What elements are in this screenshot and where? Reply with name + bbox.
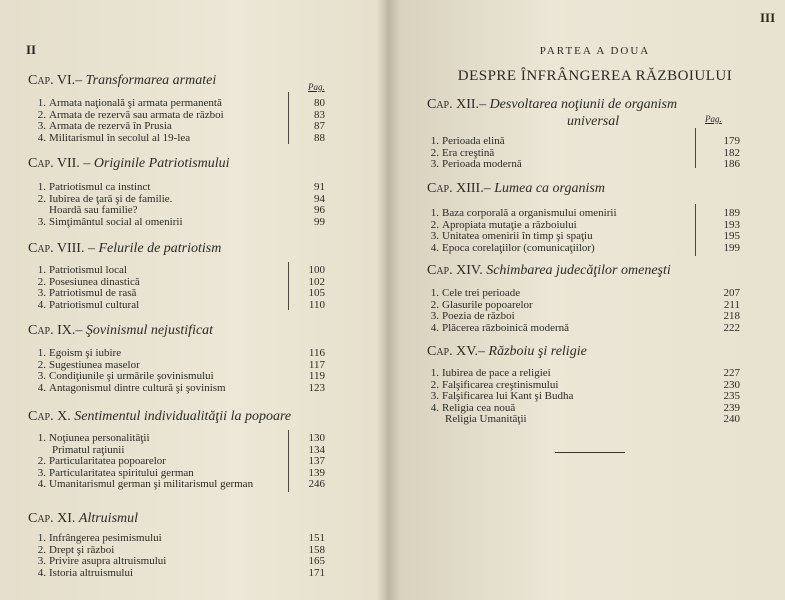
chapter-items: [0, 433, 385, 491]
toc-entry[interactable]: 4. Religia cea nouă 239: [430, 401, 740, 414]
chapter-heading: Cap. XI. Altruismul: [28, 511, 139, 526]
chapter: [28, 510, 413, 528]
chapter: [427, 343, 785, 361]
chapter: [28, 155, 413, 173]
toc-entry[interactable]: 3. Poezia de război 218: [430, 310, 740, 322]
chapter-items: [0, 533, 385, 579]
chapter: [28, 408, 413, 426]
toc-entry[interactable]: 3. Unitatea omenirii în timp şi spaţiu 195: [430, 230, 740, 242]
chapter-heading: Cap. X. Sentimentul individualităţii la popoare: [28, 409, 292, 424]
chapter: [28, 322, 413, 340]
toc-entry[interactable]: 3. Simţimântul social al omenirii 99: [37, 215, 325, 228]
toc-entry[interactable]: 1. Noţiunea personalităţii 130: [37, 432, 325, 444]
toc-entry[interactable]: 3. Privire asupra altruismului 165: [37, 555, 325, 567]
page-column-rule: [695, 128, 734, 168]
left-page: [0, 0, 385, 600]
toc-entry[interactable]: 2. Glasurile popoarelor 211: [430, 298, 740, 311]
toc-entry[interactable]: 3. Falşificarea lui Kant şi Budha 235: [430, 390, 740, 402]
pag-label: Pag.: [705, 114, 722, 124]
chapter: [28, 240, 413, 258]
toc-entry[interactable]: 4. Plăcerea războinică modernă 222: [430, 321, 740, 334]
toc-entry[interactable]: 4. Istoria altruismului 171: [37, 566, 325, 579]
chapter-items: [0, 98, 385, 144]
chapter: [28, 72, 413, 90]
toc-entry[interactable]: 1. Patriotismul ca instinct 91: [37, 181, 325, 193]
page-column-rule: [288, 92, 327, 144]
toc-entry[interactable]: 3. Patriotismul de rasă 105: [37, 287, 325, 299]
chapter-heading: Cap. XIII.– Lumea ca organism: [427, 181, 605, 196]
toc-entry[interactable]: Hoardă sau familie? 96: [49, 204, 325, 216]
toc-entry[interactable]: 2. Apropiata mutaţie a războiului 193: [430, 218, 740, 231]
toc-entry[interactable]: 3. Perioada modernă 186: [430, 158, 740, 170]
page-column-rule: [695, 204, 734, 256]
toc-entry[interactable]: 1. Patriotismul local 100: [37, 264, 325, 276]
toc-entry[interactable]: 4. Antagonismul dintre cultură şi şovinism 123: [37, 381, 325, 394]
toc-entry[interactable]: 1. Egoism şi iubire 116: [37, 347, 325, 359]
page-column-rule: [288, 430, 327, 492]
chapter: [427, 180, 785, 198]
page-column-rule: [288, 262, 327, 310]
chapter: [427, 262, 785, 280]
toc-entry[interactable]: 4. Epoca corelaţiilor (comunicaţiilor) 199: [430, 241, 740, 254]
toc-entry[interactable]: 2. Sugestiunea maselor 117: [37, 358, 325, 371]
toc-entry[interactable]: 2. Particularitatea popoarelor 137: [37, 455, 325, 467]
chapter-items: [0, 265, 385, 311]
chapter-heading: Cap. VIII. – Felurile de patriotism: [28, 241, 222, 256]
toc-entry[interactable]: 2. Era creştină 182: [430, 146, 740, 159]
toc-entry[interactable]: Primatul raţiunii 134: [52, 443, 325, 456]
chapter-heading: Cap. XIV. Schimbarea judecăţilor omeneşti: [427, 263, 671, 278]
part-title: DESPRE ÎNFRÂNGEREA RĂZBOIULUI: [457, 68, 733, 84]
page-number: II: [26, 42, 37, 57]
toc-entry[interactable]: 2. Armata de rezervă sau armata de război 83: [37, 108, 325, 121]
toc-entry[interactable]: 1. Infrângerea pesimismului 151: [37, 532, 325, 544]
toc-entry[interactable]: 3. Armata de rezervă în Prusia 87: [37, 120, 325, 132]
toc-entry[interactable]: 4. Patriotismul cultural 110: [37, 298, 325, 311]
page-number: III: [760, 10, 776, 25]
toc-entry[interactable]: 1. Iubirea de pace a religiei 227: [430, 367, 740, 379]
toc-entry[interactable]: 1. Perioada elină 179: [430, 135, 740, 147]
toc-entry[interactable]: 1. Armata naţională şi armata permanentă 80: [37, 97, 325, 109]
chapter: [427, 96, 785, 130]
right-page: [405, 0, 785, 600]
toc-entry[interactable]: 2. Posesiunea dinastică 102: [37, 275, 325, 288]
toc-entry[interactable]: 1. Baza corporală a organismului omenirii 189: [430, 207, 740, 219]
chapter-heading: Cap. VII. – Originile Patriotismului: [28, 156, 230, 171]
pag-label: Pag.: [308, 82, 325, 92]
chapter-heading: Cap. XII.– Desvoltarea noţiunii de organism: [427, 97, 678, 112]
toc-entry[interactable]: 4. Militarismul în secolul al 19-lea 88: [37, 131, 325, 144]
toc-entry[interactable]: 2. Falşificarea creştinismului 230: [430, 378, 740, 391]
toc-entry[interactable]: 4. Umanitarismul german şi militarismul german 246: [37, 478, 325, 490]
toc-entry[interactable]: 1. Cele trei perioade 207: [430, 287, 740, 299]
chapter-heading: Cap. XV.– Războiu şi religie: [427, 344, 587, 359]
end-rule: [555, 452, 625, 453]
chapter-items: [405, 368, 785, 426]
chapter-items: [405, 288, 785, 334]
toc-entry[interactable]: 2. Drept şi război 158: [37, 543, 325, 556]
toc-entry[interactable]: 3. Particularitatea spiritului german 139: [37, 466, 325, 479]
toc-entry[interactable]: 2. Iubirea de ţară şi de familie. 94: [37, 192, 325, 205]
chapter-heading: Cap. IX.– Şovinismul nejustificat: [28, 323, 214, 338]
chapter-items: [0, 182, 385, 228]
toc-entry[interactable]: 3. Condiţiunile şi urmările şovinismului 119: [37, 370, 325, 382]
chapter-items: [0, 348, 385, 394]
part-header: PARTEA A DOUA: [539, 45, 651, 57]
chapter-heading-cont: universal: [567, 114, 620, 129]
toc-entry[interactable]: Religia Umanităţii 240: [445, 413, 740, 425]
chapter-heading: Cap. VI.– Transformarea armatei: [28, 73, 217, 88]
